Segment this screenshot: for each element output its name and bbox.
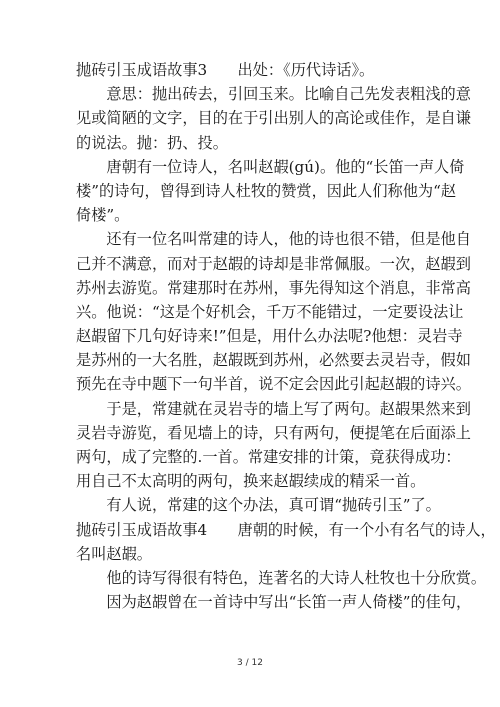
text-line: 兴。他说：“这是个好机会，千万不能错过，一定要设法让 [76,302,464,321]
text-line: 抛砖引玉成语故事4 唐朝的时候，有一个小有名气的诗人， [76,520,496,539]
text-line: 楼”的诗句，曾得到诗人杜牧的赞赏，因此人们称他为“赵 [76,181,457,200]
text-line: 赵嘏留下几句好诗来!”但是，用什么办法呢?他想：灵岩寺 [76,327,463,346]
text-line: 的说法。抛：扔、投。 [76,133,228,152]
text-line: 是苏州的一大名胜，赵嘏既到苏州，必然要去灵岩寺，假如 [76,351,471,370]
text-line: 有人说，常建的这个办法，真可谓“抛砖引玉”了。 [76,496,441,515]
text-line: 于是，常建就在灵岩寺的墙上写了两句。赵嘏果然来到 [76,399,471,418]
text-line: 见或简陋的文字，目的在于引出别人的高论或佳作，是自谦 [76,109,471,128]
text-line: 抛砖引玉成语故事3 出处：《历代诗话》。 [76,61,375,79]
text-line: 还有一位名叫常建的诗人，他的诗也很不错，但是他自 [76,230,471,249]
text-line: 己并不满意，而对于赵嘏的诗却是非常佩服。一次，赵嘏到 [76,254,471,273]
text-line: 意思：抛出砖去，引回玉来。比喻自己先发表粗浅的意 [76,85,471,104]
text-line: 倚楼”。 [76,206,130,225]
text-line: 用自己不太高明的两句，换来赵嘏续成的精采一首。 [76,472,426,491]
text-line: 名叫赵嘏。 [76,544,152,563]
page-number: 3 / 12 [237,658,263,668]
document-body [76,58,496,614]
text-line: 预先在寺中题下一句半首，说不定会因此引起赵嘏的诗兴。 [76,375,471,394]
text-line: 他的诗写得很有特色，连著名的大诗人杜牧也十分欣赏。 [76,568,487,587]
text-line: 唐朝有一位诗人，名叫赵嘏(gú)。他的“长笛一声人倚 [76,157,465,176]
text-line: 灵岩寺游览，看见墙上的诗，只有两句，便提笔在后面添上 [76,423,471,442]
text-line: 因为赵嘏曾在一首诗中写出“长笛一声人倚楼”的佳句， [76,593,472,612]
text-line: 两句，成了完整的.一首。常建安排的计策，竟获得成功： [76,448,461,466]
text-line: 苏州去游览。常建那时在苏州，事先得知这个消息，非常高 [76,278,471,297]
